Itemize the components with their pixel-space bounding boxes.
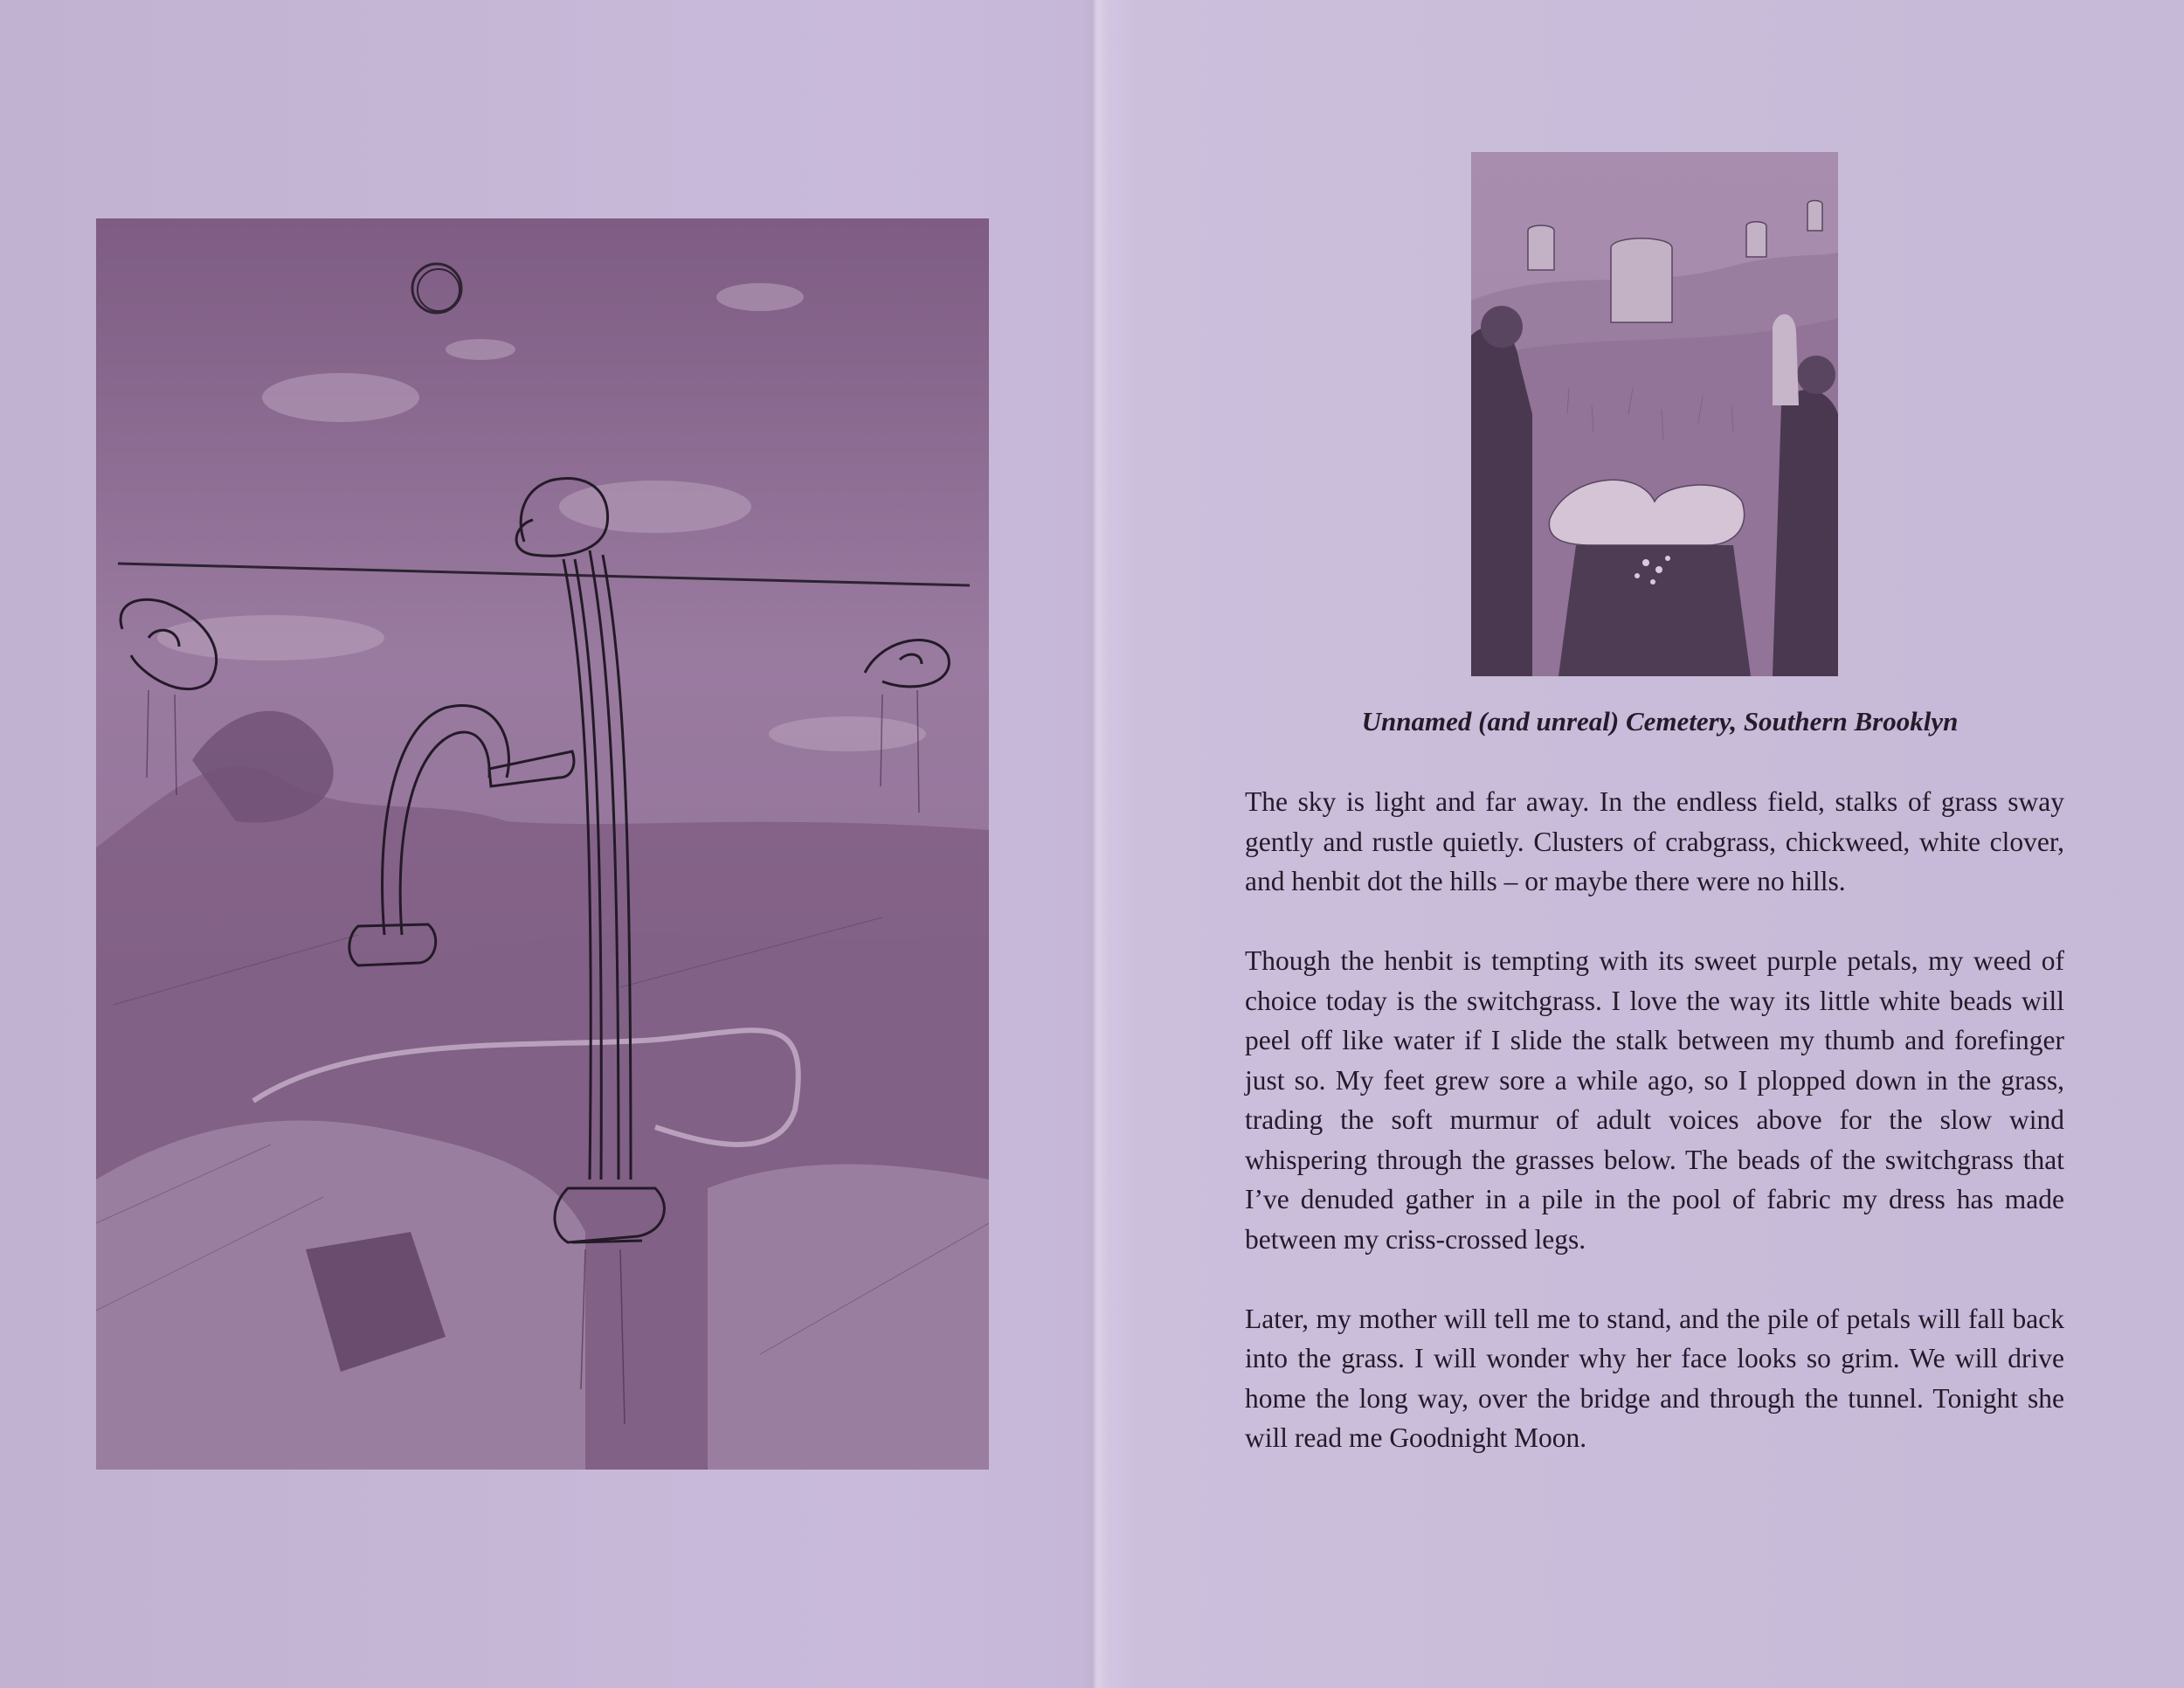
illustration-caption: Unnamed (and unreal) Cemetery, Southern Brooklyn [1361, 706, 1959, 737]
right-page [1092, 0, 2184, 1688]
surreal-columns-drawing [96, 218, 989, 1470]
cemetery-illustration [1471, 152, 1838, 676]
paragraph-1: The sky is light and far away. In the endless field, stalks of grass sway gently and rustle quietly. Clusters of crabgrass, chickweed, white clover, and henbit dot the hills – or maybe there were no hills. [1245, 786, 2064, 896]
paragraph-3: Later, my mother will tell me to stand, and the pile of petals will fall back into the grass. I will wonder why her face looks so grim. We will drive home the long way, over the bridge and through the tunnel. Tonight she will read me Goodnight Moon. [1245, 1303, 2064, 1453]
paragraph-2: Though the henbit is tempting with its sweet purple petals, my weed of choice today is the switchgrass. I love the way its little white beads will peel off like water if I slide the stalk between my thumb and forefinger just so. My feet grew sore a while ago, so I plopped down in the grass, trading the soft murmur of adult voices above for the slow wind whispering through the grasses below. The beads of the switchgrass that I’ve denuded gather in a pile in the pool of fabric my dress has made between my criss-crossed legs. [1245, 945, 2064, 1255]
story-text [1245, 782, 2064, 1498]
